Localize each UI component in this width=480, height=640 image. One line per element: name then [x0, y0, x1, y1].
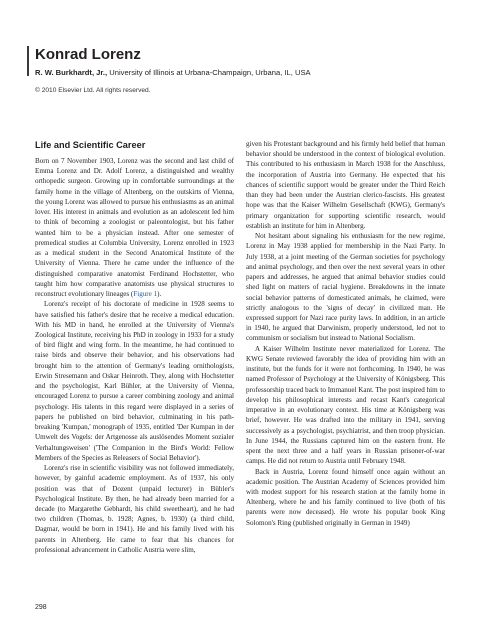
paragraph [35, 156, 234, 299]
paragraph: A Kaiser Wilhelm Institute never materialized for Lorenz. The KWG Senate reviewed favorably the idea of providing him with an institute, but the funds for it were not forthcoming. In 1940, he was named Professor of Psychology at the University of Königsberg. This professorship traced back to Immanuel Kant. The post inspired him to develop his philosophical interests and recast Kant's categorical imperative in an evolutionary context. His time at Königsberg was brief, however. He was drafted into the military in 1941, serving successively as a psychologist, psychiatrist, and then troop physician. In June 1944, the Russians captured him on the eastern front. He spent the next three and a half years in Russian prisoner-of-war camps. He did not return to Austria until February 1948. [246, 344, 445, 466]
left-column [35, 156, 234, 555]
author-line [35, 68, 311, 78]
figure-link[interactable]: Figure 1 [133, 290, 158, 299]
paragraph-text-end: ). [157, 290, 162, 299]
section-heading: Life and Scientific Career [35, 140, 146, 150]
right-column [246, 139, 445, 528]
paragraph: given his Protestant background and his firmly held belief that human behavior should be understood in the context of biological evolution. This contributed to his enthusiasm in March 1938 for the Anschluss, the incorporation of Austria into Germany. He expected that his chances of scientific support would be greater under the Third Reich than they had been under the Austrian clerico-fascists. His greatest hope was that the Kaiser Wilhelm Gesellschaft (KWG), Germany's primary organization for supporting scientific research, would establish an institute for him in Altenberg. [246, 140, 445, 230]
paragraph-text: Born on 7 November 1903, Lorenz was the second and last child of Emma Lorenz and Dr. Adolf Lorenz, a distinguished and wealthy orthopedic surgeon. Growing up in comfortable surroundings at the family home in the village of Altenberg, on the outskirts of Vienna, the young Lorenz was allowed to pursue his enthusiasms as an animal lover. His interest in animals and evolution as an adolescent led him to think of becoming a zoologist or paleontologist, but his father wanted him to be a physician instead. After one semester of premedical studies at Columbia University, Lorenz enrolled in 1923 as a medical student in the Second Anatomical Institute of the University of Vienna. There he came under the influence of the distinguished comparative anatomist Ferdinand Hochstetter, who taught him how comparative anatomists use physical structures to reconstruct evolutionary lineages ( [35, 157, 234, 299]
paragraph: Lorenz's receipt of his doctorate of medicine in 1928 seems to have satisfied his father's desire that he receive a medical education. With his MD in hand, he enrolled at the University of Vienna's Zoological Institute, receiving his PhD in zoology in 1933 for a study of bird flight and wing form. In the meantime, he had continued to raise birds and observe their behavior, and his observations had brought him to the attention of Germany's leading ornithologists, Erwin Stresemann and Oskar Heinroth. They, along with Hochstetter and the psychologist, Karl Bühler, at the University of Vienna, encouraged Lorenz to pursue a career combining zoology and animal psychology. His talents in this regard were displayed in a series of papers he published on bird behavior, culminating in his path-breaking 'Kumpan,' monograph of 1935, entitled 'Der Kumpan in der Umwelt des Vogels: der Artgenosse als auslösendes Moment sozialer Verhaltungsweisen' ('The Companion in the Bird's World: Fellow Members of the Species as Releasers of Social Behavior'). [35, 300, 234, 462]
paragraph: Lorenz's rise in scientific visibility was not followed immediately, however, by gainful academic employment. As of 1937, his only position was that of Dozent (unpaid lecturer) in Bühler's Psychological Institute. By then, he had already been married for a decade (to Margarethe Gebhardt, his child sweetheart), and he had two children (Thomas, b. 1928; Agnes, b. 1930) (a third child, Dagmar, would be born in 1941). He and his family lived with his parents in Altenberg. He came to fear that his chances for professional advancement in Catholic Austria were slim, [35, 464, 234, 554]
author-affiliation: University of Illinois at Urbana-Champaign, Urbana, IL, USA [107, 68, 311, 77]
paragraph: Back in Austria, Lorenz found himself once again without an academic position. The Austrian Academy of Sciences provided him with modest support for his research station at the family home in Altenberg, where he and his family continued to live (both of his parents were now deceased). He wrote his popular book King Solomon's Ring (published originally in German in 1949) [246, 467, 445, 527]
title-rule [27, 46, 29, 76]
page-number: 298 [35, 604, 47, 611]
copyright-notice: © 2010 Elsevier Ltd. All rights reserved. [35, 87, 151, 94]
article-title: Konrad Lorenz [35, 46, 141, 63]
author-name: R. W. Burkhardt, Jr., [35, 68, 108, 77]
paragraph: Not hesitant about signaling his enthusiasm for the new regime, Lorenz in May 1938 applied for membership in the Nazi Party. In July 1938, at a joint meeting of the German societies for psychology and animal psychology, and then over the next several years in other papers and addresses, he argued that animal behavior studies could shed light on matters of racial hygiene. Breakdowns in the innate social behavior patterns of domesticated animals, he claimed, were strictly analogous to the 'signs of decay' in civilized man. He expressed support for Nazi race purity laws. In addition, in an article in 1940, he argued that Darwinism, properly understood, led not to communism or socialism but instead to National Socialism. [246, 232, 445, 343]
